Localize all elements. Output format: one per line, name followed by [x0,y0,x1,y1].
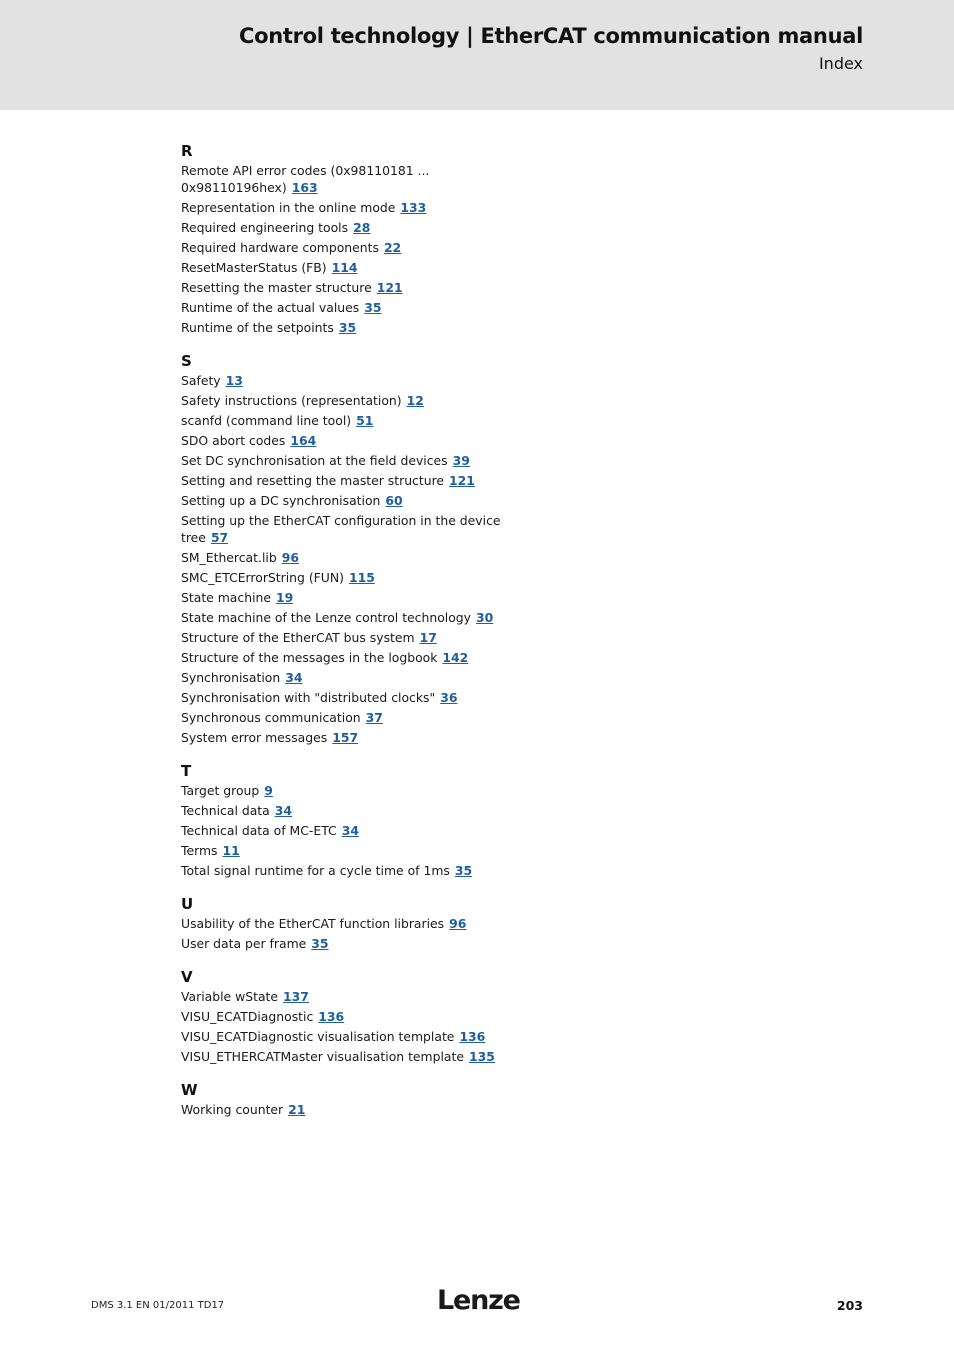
page-link[interactable]: 11 [222,843,240,858]
entry-text: Synchronisation [181,670,281,685]
index-entry [181,862,501,879]
page-link[interactable]: 96 [281,550,299,565]
page-link[interactable]: 115 [348,570,375,585]
page-link[interactable]: 136 [459,1029,486,1044]
index-entry [181,492,501,509]
index-entry [181,549,501,566]
entry-text: Terms [181,843,218,858]
entry-text: Set DC synchronisation at the field devices [181,453,448,468]
page-link[interactable]: 60 [385,493,403,508]
page-link[interactable]: 51 [356,413,374,428]
entry-text: Remote API error codes (0x98110181 ... [181,163,430,178]
index-entry [181,412,501,429]
index-section-r [181,141,501,336]
entry-text: Structure of the messages in the logbook [181,650,438,665]
page-link[interactable]: 9 [264,783,273,798]
index-entry [181,1028,501,1045]
entry-text: Safety [181,373,221,388]
page-link[interactable]: 137 [283,989,309,1004]
entry-text: Runtime of the actual values [181,300,360,315]
index-entry [181,472,501,489]
index-section-w [181,1080,501,1118]
entry-text: Technical data of MC-ETC [181,823,337,838]
entry-text: Synchronisation with "distributed clocks" [181,690,436,705]
page-link[interactable]: 39 [452,453,470,468]
page-link[interactable]: 133 [400,200,427,215]
entry-text: Safety instructions (representation) [181,393,402,408]
index-section-u [181,894,501,952]
entry-text: Usability of the EtherCAT function libraries [181,916,445,931]
index-entry [181,782,501,799]
page-link[interactable]: 19 [275,590,294,605]
entry-text: VISU_ETHERCATMaster visualisation template [181,1049,464,1064]
index-entry [181,689,501,706]
index-entry [181,452,501,469]
page-link[interactable]: 157 [332,730,359,745]
section-letter: S [181,352,192,370]
entry-text: Target group [181,783,260,798]
index-entry [181,432,501,449]
index-section-t [181,761,501,879]
index-entry [181,239,501,256]
section-letter: U [181,895,194,913]
page-link[interactable]: 21 [288,1102,306,1117]
page-header [0,0,954,110]
page-link[interactable]: 114 [331,260,358,275]
entry-text: SMC_ETCErrorString (FUN) [181,570,344,585]
index-entry [181,199,501,216]
entry-text: Technical data [181,803,270,818]
index-entry [181,372,501,389]
section-letter: T [181,762,192,780]
page-link[interactable]: 35 [311,936,329,951]
entry-text: Working counter [181,1102,284,1117]
section-letter: R [181,142,193,160]
entry-text: Runtime of the setpoints [181,320,334,335]
page-link[interactable]: 135 [469,1049,495,1064]
entry-text: SM_Ethercat.lib [181,550,277,565]
document-id: DMS 3.1 EN 01/2011 TD17 [91,1300,225,1311]
index-entry [181,729,501,746]
page-link[interactable]: 121 [376,280,403,295]
index-entry [181,569,501,586]
entry-text: Required hardware components [181,240,379,255]
entry-text: Setting up a DC synchronisation [181,493,381,508]
index-entry [181,609,501,626]
page-link[interactable]: 17 [419,630,437,645]
page-link[interactable]: 37 [365,710,383,725]
entry-text: Total signal runtime for a cycle time of 1ms [181,863,450,878]
index-entry [181,915,501,932]
entry-text: Required engineering tools [181,220,349,235]
index-entry [181,1101,501,1118]
entry-text: Structure of the EtherCAT bus system [181,630,415,645]
entry-text: System error messages [181,730,328,745]
index-entry [181,259,501,276]
page-link[interactable]: 36 [440,690,458,705]
page-link[interactable]: 12 [406,393,424,408]
entry-text: 0x98110196hex) [181,180,287,195]
chapter-title: Index [818,54,863,73]
index-entry [181,219,501,236]
page-link[interactable]: 121 [449,473,475,488]
entry-text: Resetting the master structure [181,280,372,295]
index-entry [181,319,501,336]
page-link[interactable]: 35 [364,300,382,315]
index-section-v [181,967,501,1065]
entry-text: scanfd (command line tool) [181,413,352,428]
entry-text: User data per frame [181,936,307,951]
index-entry [181,1048,501,1065]
entry-text: tree [181,530,206,545]
entry-text: VISU_ECATDiagnostic [181,1009,314,1024]
index-entry [181,162,501,196]
page-link[interactable]: 35 [338,320,357,335]
index-entry [181,842,501,859]
index-entry [181,935,501,952]
index-entry [181,279,501,296]
index-entry [181,988,501,1005]
section-letter: V [181,968,193,986]
entry-text: ResetMasterStatus (FB) [181,260,327,275]
page-link[interactable]: 34 [285,670,303,685]
entry-text: State machine of the Lenze control technology [181,610,471,625]
index-entry [181,649,501,666]
index-entry [181,709,501,726]
page-link[interactable]: 142 [442,650,469,665]
page-link[interactable]: 163 [291,180,318,195]
page-link[interactable]: 34 [274,803,292,818]
lenze-logo: Lenze [437,1285,520,1316]
index-entry [181,1008,501,1025]
page-link[interactable]: 164 [290,433,317,448]
page-link[interactable]: 96 [449,916,467,931]
page-link[interactable]: 136 [318,1009,345,1024]
section-letter: W [181,1081,198,1099]
entry-text: Setting up the EtherCAT configuration in the device [181,513,501,528]
page-link[interactable]: 30 [476,610,494,625]
index-entry [181,629,501,646]
page-link[interactable]: 57 [210,530,229,545]
index-list [181,141,501,1133]
entry-text: Representation in the online mode [181,200,396,215]
page-link[interactable]: 35 [454,863,473,878]
page-number: 203 [836,1298,863,1313]
page-link[interactable]: 34 [341,823,359,838]
page-link[interactable]: 28 [353,220,371,235]
document-title: Control technology | EtherCAT communication manual [238,24,863,48]
index-section-s [181,351,501,746]
index-entry [181,299,501,316]
index-entry [181,392,501,409]
index-entry [181,822,501,839]
index-entry [181,512,501,546]
entry-text: Variable wState [181,989,279,1004]
entry-text: Synchronous communication [181,710,361,725]
index-entry [181,589,501,606]
entry-text: VISU_ECATDiagnostic visualisation template [181,1029,455,1044]
entry-text: State machine [181,590,271,605]
page-link[interactable]: 22 [383,240,402,255]
index-entry [181,802,501,819]
page-link[interactable]: 13 [225,373,243,388]
entry-text: SDO abort codes [181,433,286,448]
index-entry [181,669,501,686]
entry-text: Setting and resetting the master structure [181,473,445,488]
